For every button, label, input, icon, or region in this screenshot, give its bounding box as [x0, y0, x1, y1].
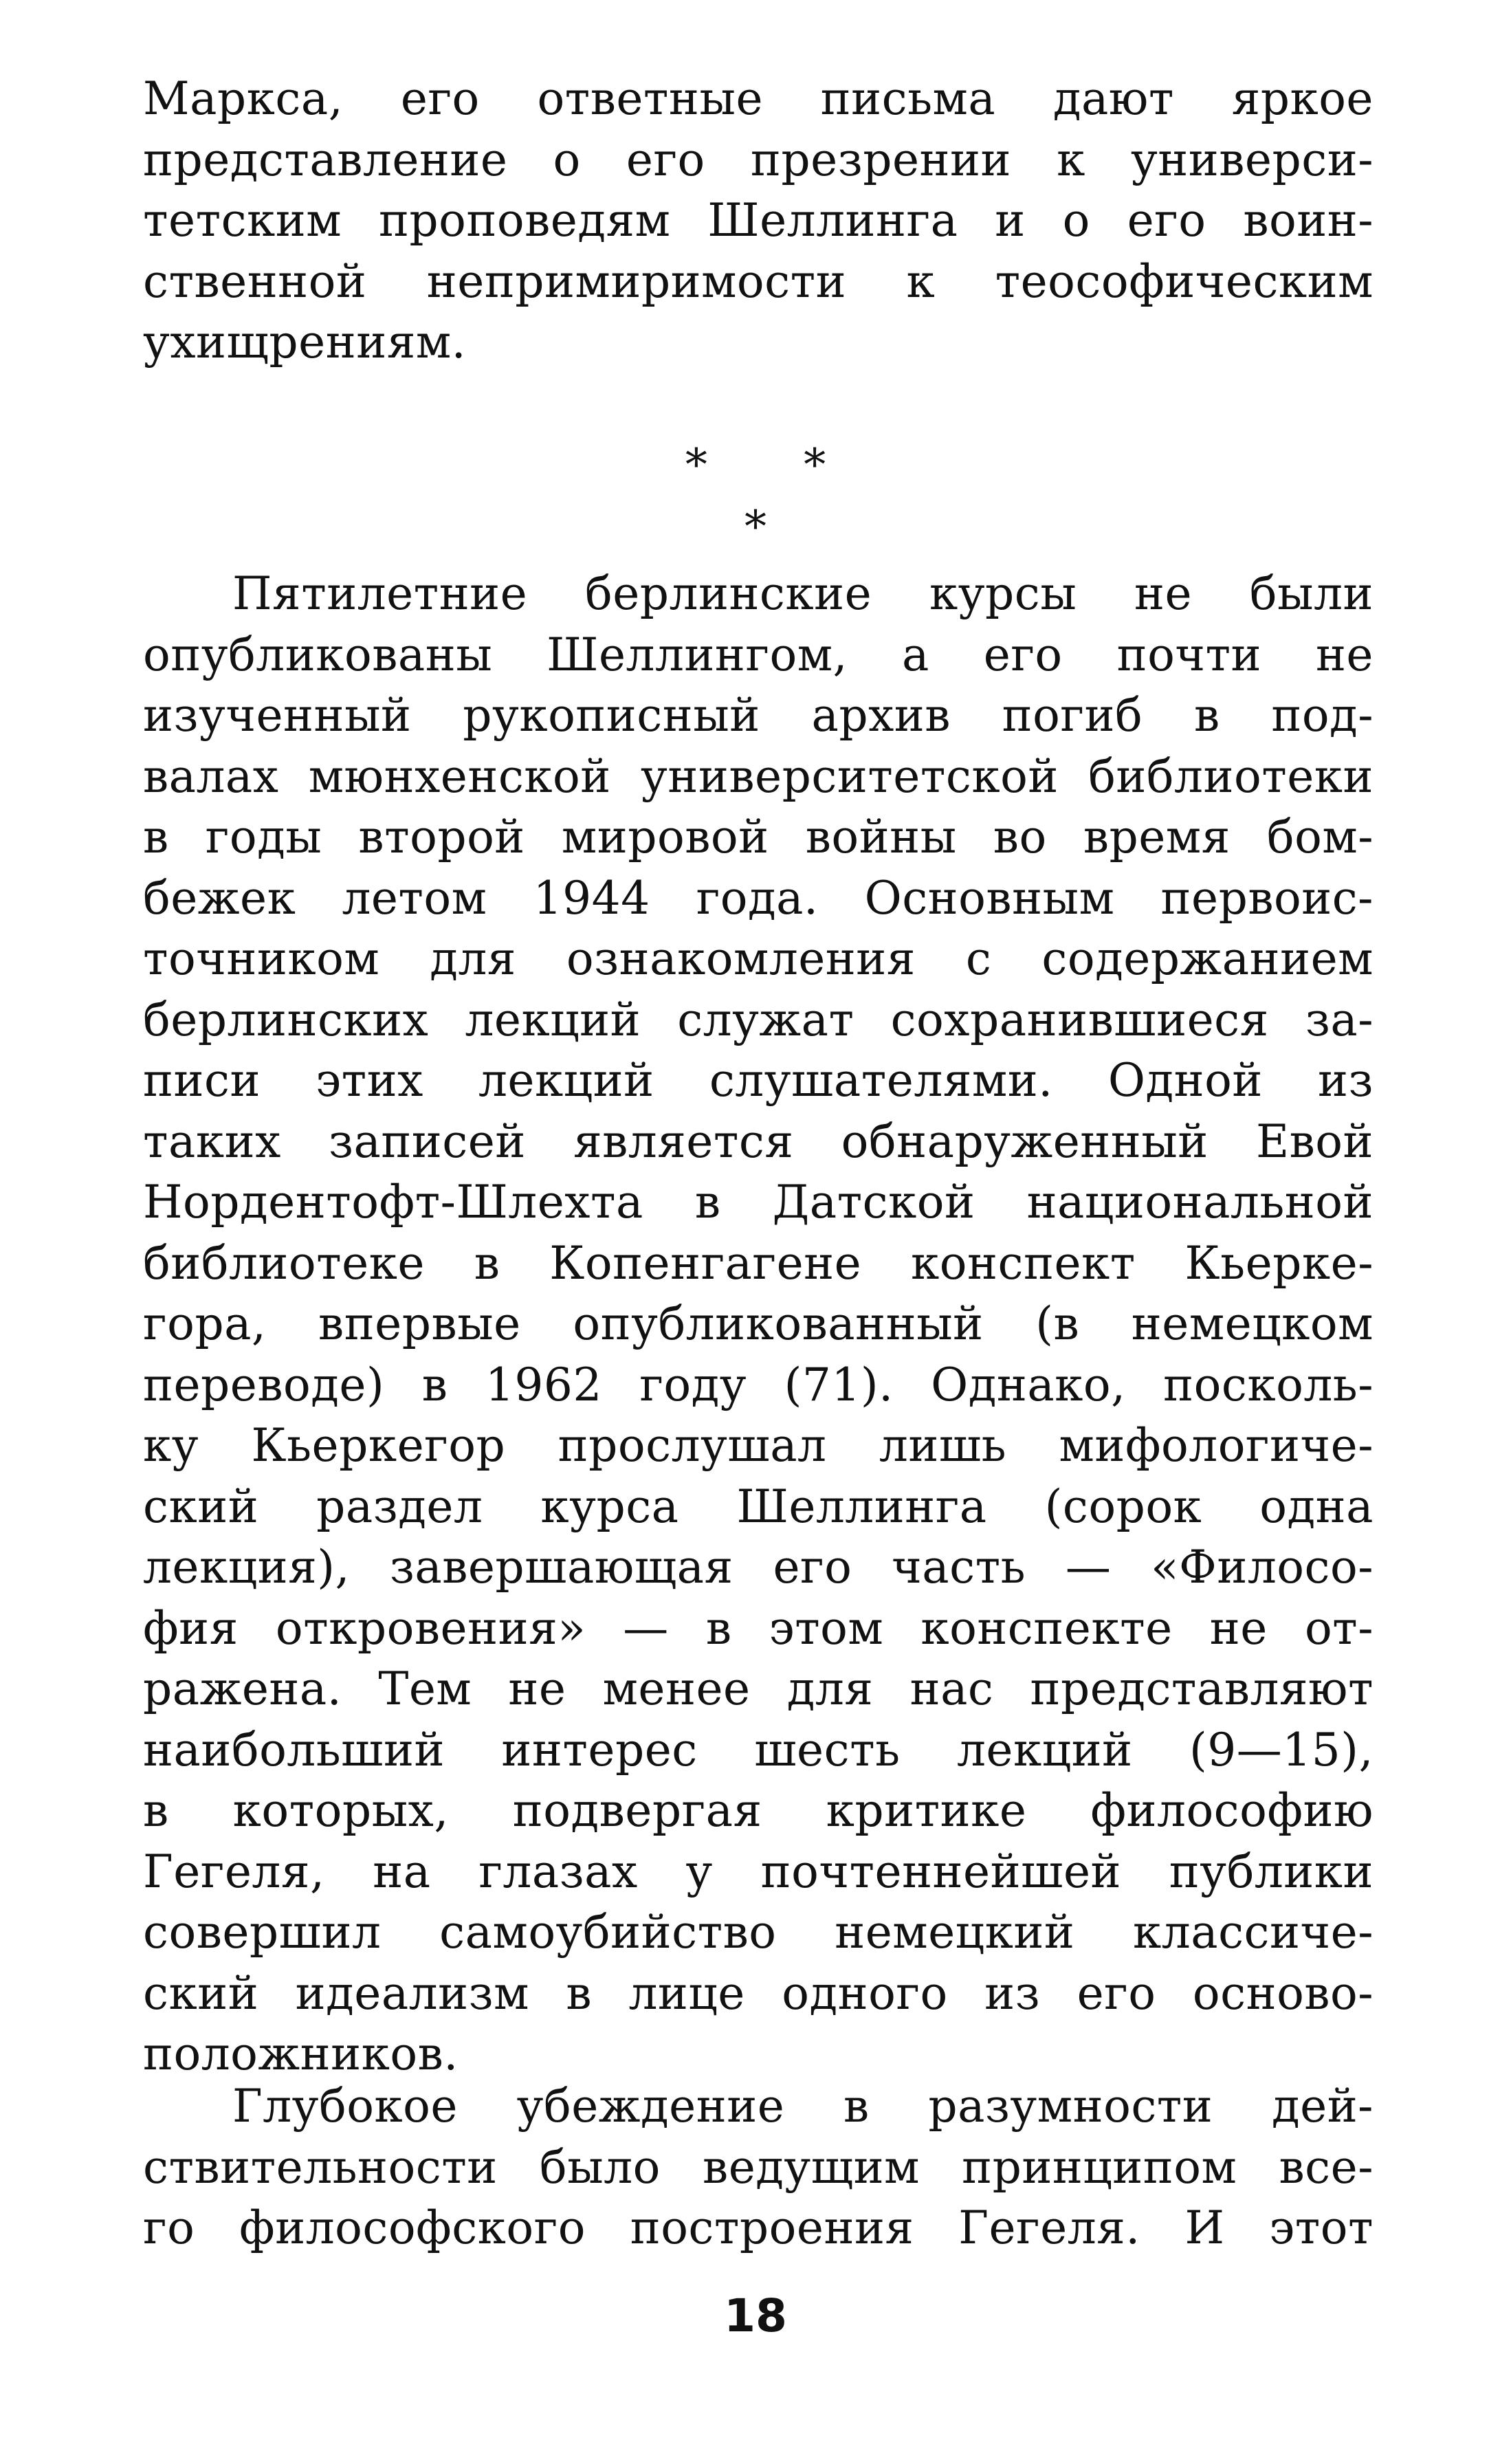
text-line: в годы второй мировой войны во время бом-: [143, 811, 1374, 864]
section-separator-top: * *: [685, 440, 826, 491]
text-line: Глубокое убеждение в разумности дей-: [232, 2080, 1374, 2133]
text-line: бежек летом 1944 года. Основным первоис-: [143, 871, 1374, 925]
text-line: ский идеализм в лице одного из его осново-: [143, 1966, 1374, 2020]
text-line: го философского построения Гегеля. И этот: [143, 2201, 1374, 2254]
text-line: Нордентофт-Шлехта в Датской национальной: [143, 1176, 1374, 1229]
text-line: опубликованы Шеллингом, а его почти не: [143, 628, 1374, 681]
text-line: ражена. Тем не менее для нас представляют: [143, 1662, 1374, 1715]
text-line: берлинских лекций служат сохранившиеся за-: [143, 993, 1374, 1046]
text-line: ственной непримиримости к теософическим: [143, 254, 1374, 308]
section-separator-bottom: *: [745, 502, 766, 553]
text-line: точником для ознакомления с содержанием: [143, 932, 1374, 985]
text-line: переводе) в 1962 году (71). Однако, посколь-: [143, 1358, 1374, 1411]
text-line: положников.: [143, 2027, 459, 2080]
text-line: валах мюнхенской университетской библиотеки: [143, 749, 1374, 803]
paragraph-intro: [143, 69, 1374, 373]
text-line: ухищрениям.: [143, 316, 467, 368]
text-line: представление о его презрении к универси-: [143, 133, 1374, 186]
text-line: писи этих лекций слушателями. Одной из: [143, 1054, 1374, 1107]
text-line: наибольший интерес шесть лекций (9—15),: [143, 1723, 1374, 1776]
text-line: библиотеке в Копенгагене конспект Кьерке-: [143, 1236, 1374, 1290]
text-line: таких записей является обнаруженный Евой: [143, 1114, 1374, 1168]
text-line: ствительности было ведущим принципом все-: [143, 2140, 1374, 2194]
text-line: ский раздел курса Шеллинга (сорок одна: [143, 1480, 1374, 1533]
text-line: в которых, подвергая критике философию: [143, 1784, 1374, 1837]
paragraph-berlin-courses: [143, 564, 1374, 2085]
paragraph-hegel: [143, 2076, 1374, 2259]
text-line: фия откровения» — в этом конспекте не от-: [143, 1601, 1374, 1655]
page-number: 18: [724, 2289, 787, 2342]
text-line: ку Кьеркегор прослушал лишь мифологиче-: [143, 1419, 1374, 1472]
text-line: Пятилетние берлинские курсы не были: [232, 567, 1374, 620]
text-line: тетским проповедям Шеллинга и о его воин-: [143, 194, 1374, 247]
text-line: Гегеля, на глазах у почтеннейшей публики: [143, 1845, 1374, 1898]
text-line: гора, впервые опубликованный (в немецком: [143, 1297, 1374, 1350]
text-line: совершил самоубийство немецкий классиче-: [143, 1906, 1374, 1959]
text-line: Маркса, его ответные письма дают яркое: [143, 72, 1374, 125]
text-line: лекция), завершающая его часть — «Филосо-: [143, 1541, 1374, 1594]
text-line: изученный рукописный архив погиб в под-: [143, 689, 1374, 742]
